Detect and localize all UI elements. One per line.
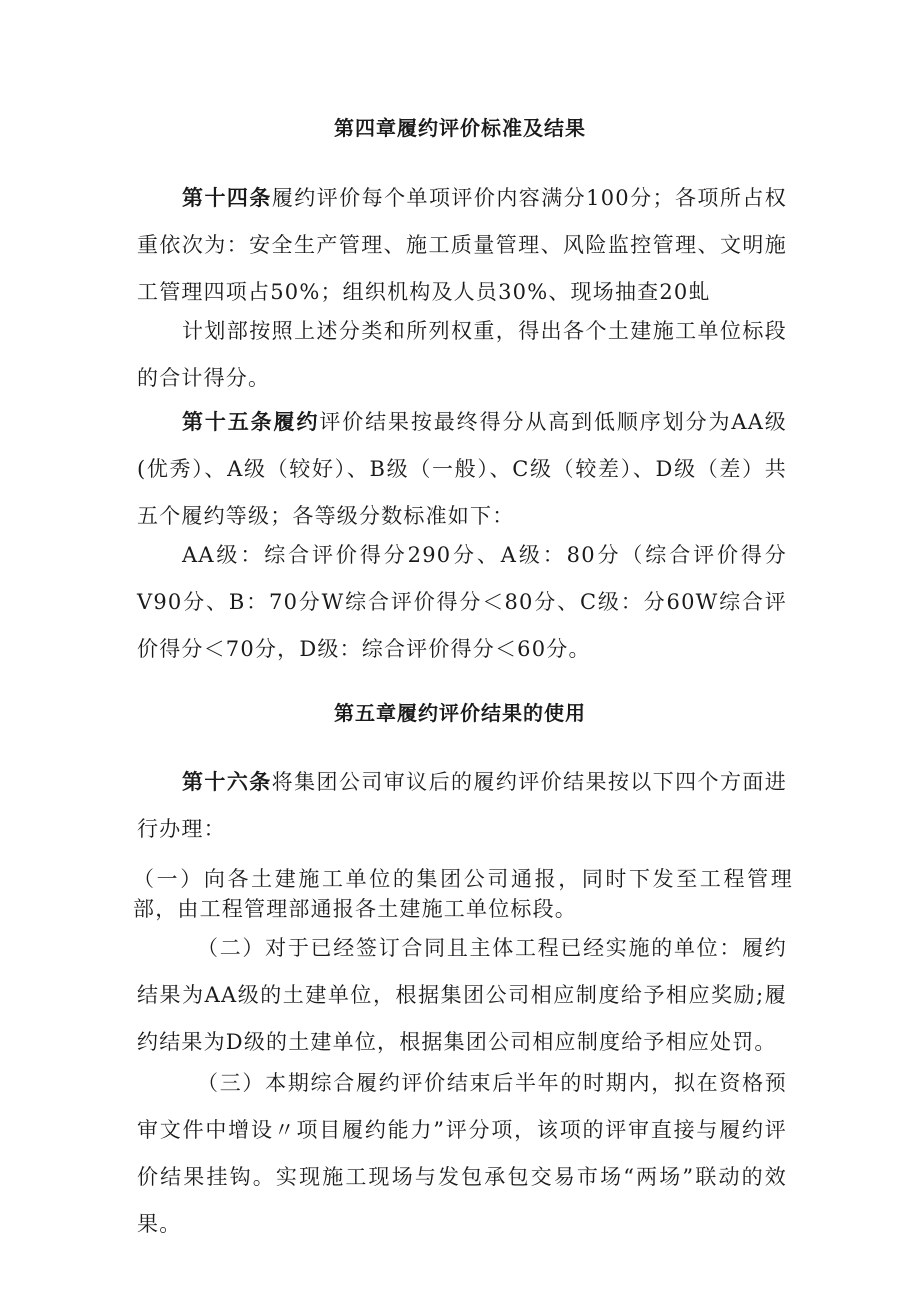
- article-14-heading: 第十四条: [182, 185, 272, 210]
- item-2: （二）对于已经签订合同且主体工程已经实施的单位：履约结果为AA级的土建单位，根据集团公司相应制度给予相应奖励;履约结果为D级的土建单位，根据集团公司相应制度给予相应处罚。: [137, 936, 787, 1054]
- article-14: [137, 174, 787, 316]
- article-15-body: 评价结果按最终得分从高到低顺序划分为AA级(优秀）、A级（较好）、B级（一般）、C级（较差）、D级（差）共五个履约等级；各等级分数标准如下：: [137, 410, 787, 528]
- chapter-5-title: 第五章履约评价结果的使用: [334, 701, 586, 725]
- article-16: [137, 758, 787, 853]
- article-16-body: 将集团公司审议后的履约评价结果按以下四个方面进行办理：: [137, 770, 787, 841]
- article-16-heading: 第十六条: [182, 769, 272, 794]
- item-1: （一）向各土建施工单位的集团公司通报，同时下发至工程管理部，由工程管理部通报各土建施工单位标段。: [133, 867, 793, 921]
- chapter-4-title: 第四章履约评价标准及结果: [334, 116, 586, 140]
- article-15: [137, 398, 787, 540]
- item-3: （三）本期综合履约评价结束后半年的时期内，拟在资格预审文件中增设〃项目履约能力”评分项，该项的评审直接与履约评价结果挂钩。实现施工现场与发包承包交易市场“两场”联动的效果。: [137, 1071, 787, 1236]
- article-14-body: 履约评价每个单项评价内容满分100分；各项所占权重依次为：安全生产管理、施工质量管理、风险监控管理、文明施工管理四项占50%；组织机构及人员30%、现场抽查20虬: [137, 186, 787, 304]
- grade-thresholds-paragraph: AA级：综合评价得分290分、A级：80分（综合评价得分V90分、B：70分W综合评价得分＜80分、C级：分60W综合评价得分＜70分，D级：综合评价得分＜60分。: [137, 543, 787, 661]
- weighting-paragraph: 计划部按照上述分类和所列权重，得出各个土建施工单位标段的合计得分。: [137, 319, 787, 390]
- article-15-heading: 第十五条履约: [182, 409, 320, 434]
